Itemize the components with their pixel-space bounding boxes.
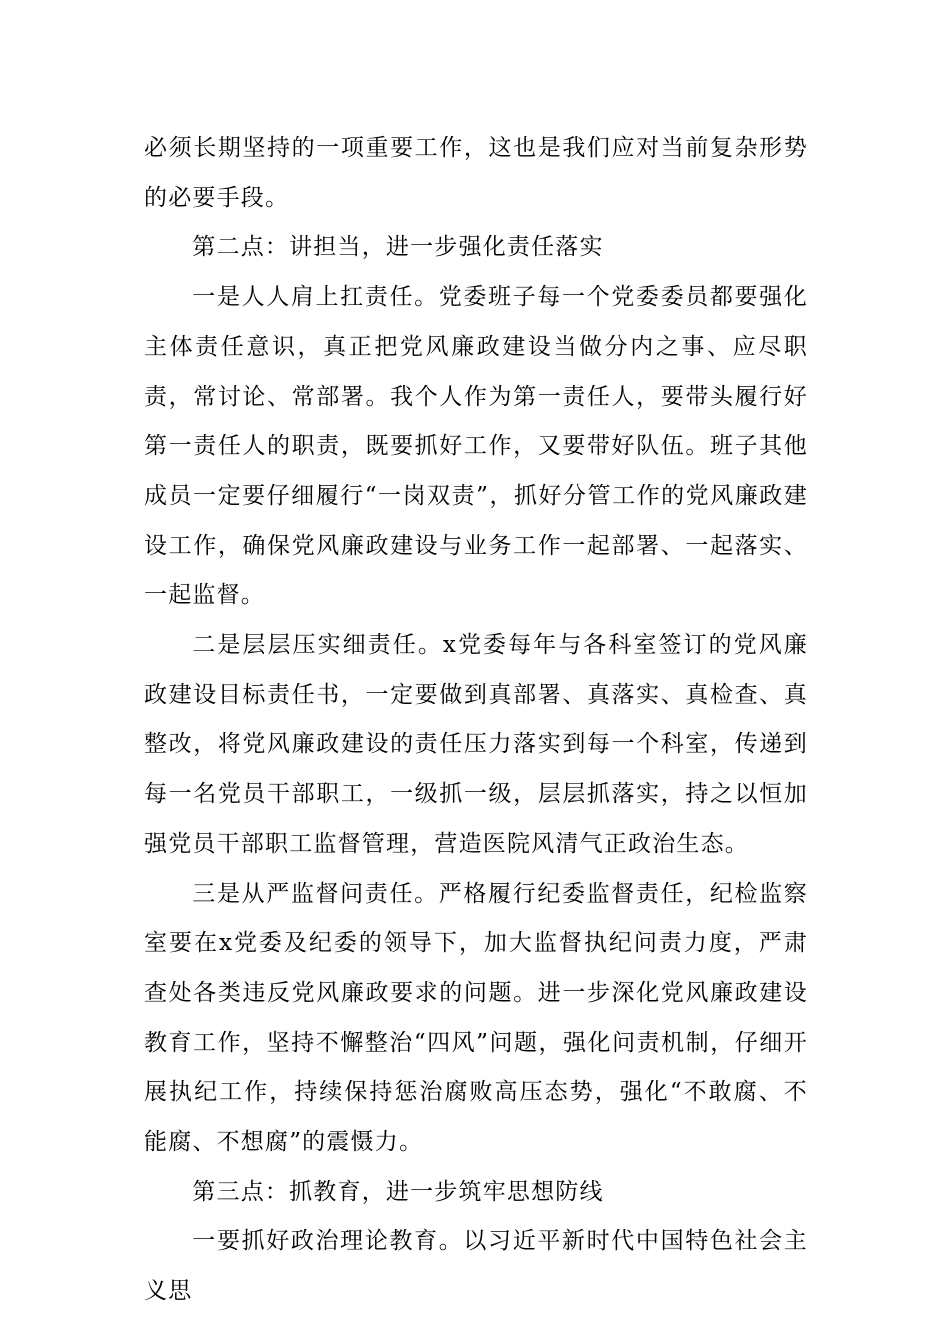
section-heading-third-point: 第三点：抓教育，进一步筑牢思想防线 — [192, 1178, 604, 1205]
paragraph-layered-responsibility: 二是层层压实细责任。x党委每年与各科室签订的党风廉政建设目标责任书，一定要做到真部署、真落实、真检查、真整改，将党风廉政建设的责任压力落实到每一个科室，传递到每一名党员干部职工，一级抓一级，层层抓落实，持之以恒加强党员干部职工监督管理，营造医院风清气正政治生态。 — [144, 632, 808, 857]
section-heading-second-point: 第二点：讲担当，进一步强化责任落实 — [192, 234, 604, 261]
paragraph-responsibility-on-shoulders: 一是人人肩上扛责任。党委班子每一个党委委员都要强化主体责任意识，真正把党风廉政建设当做分内之事、应尽职责，常讨论、常部署。我个人作为第一责任人，要带头履行好第一责任人的职责，既要抓好工作，又要带好队伍。班子其他成员一定要仔细履行“一岗双责”，抓好分管工作的党风廉政建设工作，确保党风廉政建设与业务工作一起部署、一起落实、一起监督。 — [144, 284, 808, 609]
document-body — [144, 124, 808, 1317]
paragraph-strict-supervision: 三是从严监督问责任。严格履行纪委监督责任，纪检监察室要在x党委及纪委的领导下，加大监督执纪问责力度，严肃查处各类违反党风廉政要求的问题。进一步深化党风廉政建设教育工作，坚持不懈整治“四风”问题，强化问责机制，仔细开展执纪工作，持续保持惩治腐败高压态势，强化“不敢腐、不能腐、不想腐”的震慑力。 — [144, 880, 808, 1156]
paragraph-continuation: 必须长期坚持的一项重要工作，这也是我们应对当前复杂形势的必要手段。 — [144, 135, 808, 211]
paragraph-political-education: 一要抓好政治理论教育。以习近平新时代中国特色社会主义思 — [144, 1228, 808, 1305]
